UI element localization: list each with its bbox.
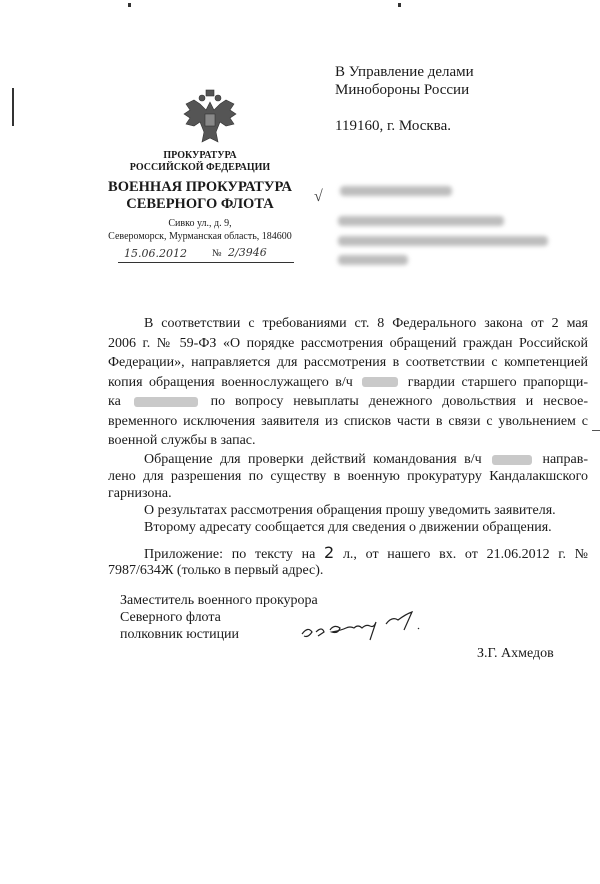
body-text: Обращение для проверки действий командования в/ч xyxy=(144,452,482,467)
number-label: № xyxy=(212,248,222,259)
recipient-line: 119160, г. Москва. xyxy=(335,118,451,134)
recipient-block xyxy=(335,63,474,135)
redaction xyxy=(134,397,198,407)
body-line: 2006 г. № 59-ФЗ «О порядке рассмотрения обращений граждан Российской xyxy=(108,335,588,351)
signer-position: Заместитель военного прокурора xyxy=(120,593,318,608)
scan-mark xyxy=(398,3,401,7)
redaction xyxy=(338,216,504,226)
body-line xyxy=(108,394,588,410)
org-name: ПРОКУРАТУРА xyxy=(163,150,237,161)
redaction xyxy=(338,255,408,265)
body-line: Федерации», направляется для рассмотрения в соответствии с компетенцией xyxy=(108,355,588,370)
body-text: ка xyxy=(108,394,121,409)
body-text: копия обращения военнослужащего в/ч xyxy=(108,374,353,390)
check-mark: √ xyxy=(314,188,323,205)
redaction xyxy=(492,455,532,465)
redaction xyxy=(340,186,452,196)
body-line: временного исключения заявителя из списков части в связи с увольнением с xyxy=(108,413,588,429)
body-text: гвардии старшего прапорщи- xyxy=(407,374,588,390)
body-line: В соответствии с требованиями ст. 8 Федерального закона от 2 мая xyxy=(144,316,588,331)
redaction xyxy=(362,377,398,387)
body-line xyxy=(108,375,588,391)
org-address: Сивко ул., д. 9, xyxy=(168,218,232,229)
attachment-pages: 2 xyxy=(324,544,335,562)
redaction xyxy=(338,236,548,246)
body-text: л., от нашего вх. от 21.06.2012 г. № xyxy=(342,547,588,562)
outgoing-date-number xyxy=(118,246,294,263)
signer-position: Северного флота xyxy=(120,610,221,625)
attachment-line: 7987/634Ж (только в первый адрес). xyxy=(108,563,324,578)
coat-of-arms-emblem xyxy=(180,88,240,148)
body-text: Приложение: по тексту на xyxy=(144,547,316,562)
signer-position: полковник юстиции xyxy=(120,627,240,642)
scan-mark xyxy=(128,3,131,7)
org-title: ВОЕННАЯ ПРОКУРАТУРА xyxy=(108,179,292,195)
body-text: по вопросу невыплаты денежного довольствия и несвое- xyxy=(210,394,588,409)
org-address: Североморск, Мурманская область, 184600 xyxy=(108,231,292,242)
recipient-line: В Управление делами xyxy=(335,64,474,80)
outgoing-date: 15.06.2012 xyxy=(124,247,187,260)
body-line: Второму адресату сообщается для сведения о движении обращения. xyxy=(144,520,552,535)
body-line: О результатах рассмотрения обращения прошу уведомить заявителя. xyxy=(144,503,556,518)
recipient-line: Минобороны России xyxy=(335,82,470,98)
org-title: СЕВЕРНОГО ФЛОТА xyxy=(126,196,274,212)
scan-mark xyxy=(592,430,600,431)
body-line xyxy=(108,452,588,468)
signer-name: З.Г. Ахмедов xyxy=(477,646,554,661)
scan-mark xyxy=(12,88,14,126)
body-line: военной службы в запас. xyxy=(108,433,256,448)
body-line: лено для разрешения по существу в военную прокуратуру Кандалакшского xyxy=(108,469,588,484)
org-name: РОССИЙСКОЙ ФЕДЕРАЦИИ xyxy=(129,162,271,173)
attachment-line xyxy=(108,544,588,562)
handwritten-signature xyxy=(298,608,428,642)
body-text: направ- xyxy=(542,452,588,467)
sender-block xyxy=(90,150,310,243)
body-line: гарнизона. xyxy=(108,486,172,501)
outgoing-number: 2/3946 xyxy=(228,246,267,259)
